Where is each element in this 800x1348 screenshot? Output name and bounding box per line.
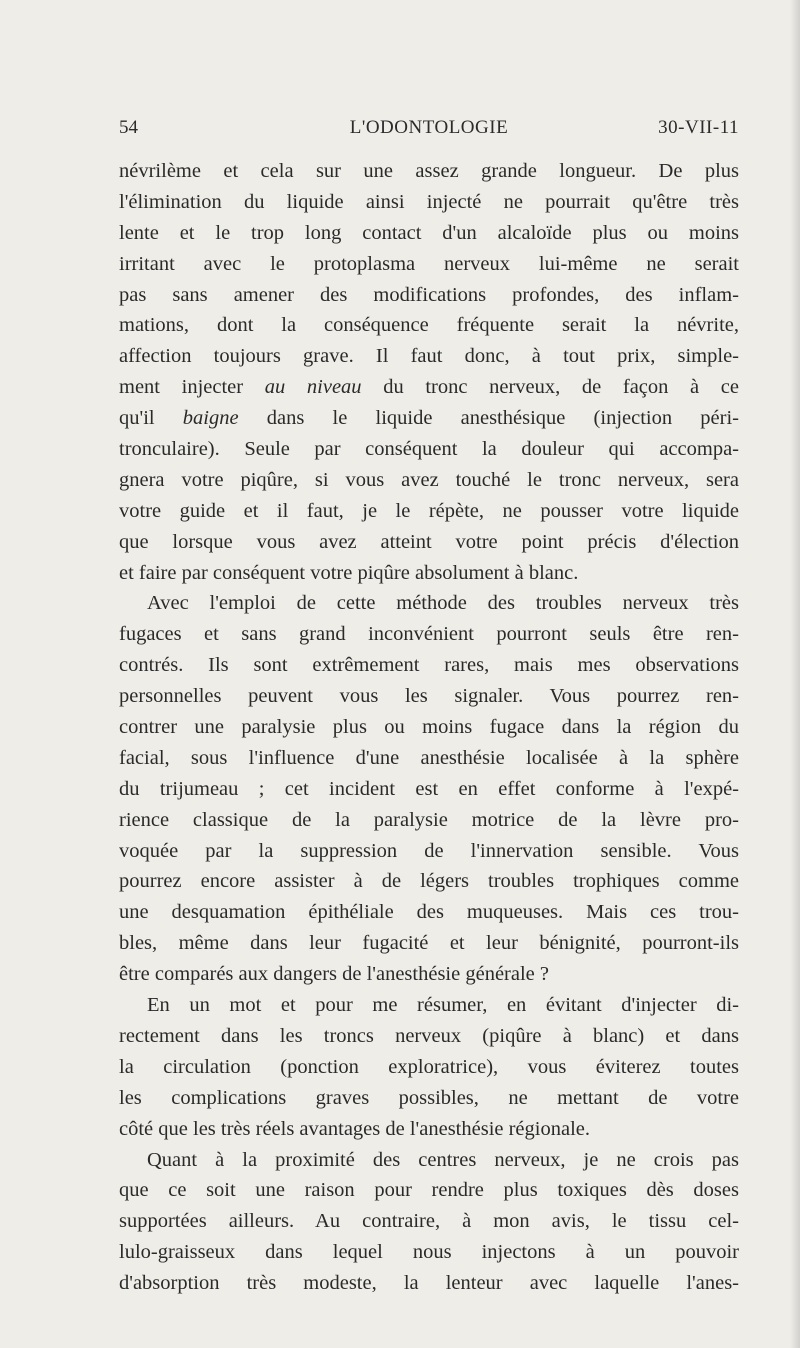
paragraph — [119, 588, 739, 990]
paragraph — [119, 990, 739, 1144]
text-line: rience classique de la paralysie motrice de la lèvre pro- — [119, 808, 739, 831]
body-text — [119, 156, 739, 1299]
text-line: Quant à la proximité des centres nerveux, je ne crois pas — [147, 1148, 739, 1171]
text-line: que ce soit une raison pour rendre plus toxiques dès doses — [119, 1179, 739, 1202]
paragraph — [119, 156, 739, 588]
text-segment: dans le liquide anesthésique (injection péri- — [238, 407, 739, 430]
issue-date: 30-VII-11 — [658, 117, 739, 138]
text-line: l'élimination du liquide ainsi injecté ne pourrait qu'être très — [119, 190, 739, 213]
text-segment: qu'il — [119, 407, 183, 430]
text-line: être comparés aux dangers de l'anesthésie générale ? — [119, 963, 549, 986]
text-line: pourrez encore assister à de légers troubles trophiques comme — [119, 870, 739, 893]
text-line: affection toujours grave. Il faut donc, à tout prix, simple- — [119, 345, 739, 368]
text-line: tronculaire). Seule par conséquent la douleur qui accompa- — [119, 438, 739, 461]
text-line: pas sans amener des modifications profondes, des inflam- — [119, 283, 739, 306]
paragraph — [119, 1145, 739, 1299]
text-line: contrés. Ils sont extrêmement rares, mais mes observations — [119, 654, 739, 677]
text-line: gnera votre piqûre, si vous avez touché le tronc nerveux, sera — [119, 468, 739, 491]
page-number: 54 — [119, 117, 138, 138]
text-line — [119, 372, 739, 403]
running-head — [119, 117, 739, 145]
text-line: supportées ailleurs. Au contraire, à mon avis, le tissu cel- — [119, 1210, 739, 1233]
text-line: fugaces et sans grand inconvénient pourront seuls être ren- — [119, 623, 739, 646]
text-line: personnelles peuvent vous les signaler. Vous pourrez ren- — [119, 685, 739, 708]
text-line: lente et le trop long contact d'un alcaloïde plus ou moins — [119, 221, 739, 244]
journal-title: L'ODONTOLOGIE — [349, 117, 509, 138]
text-line: côté que les très réels avantages de l'anesthésie régionale. — [119, 1117, 590, 1140]
text-line: Avec l'emploi de cette méthode des troubles nerveux très — [147, 592, 739, 615]
text-line: et faire par conséquent votre piqûre absolument à blanc. — [119, 561, 579, 584]
text-line: contrer une paralysie plus ou moins fugace dans la région du — [119, 716, 739, 739]
text-line: d'absorption très modeste, la lenteur avec laquelle l'anes- — [119, 1272, 739, 1295]
text-line: une desquamation épithéliale des muqueuses. Mais ces trou- — [119, 901, 739, 924]
text-line: que lorsque vous avez atteint votre point précis d'élection — [119, 530, 739, 553]
text-line: irritant avec le protoplasma nerveux lui-même ne serait — [119, 252, 739, 275]
text-line: rectement dans les troncs nerveux (piqûre à blanc) et dans — [119, 1024, 739, 1047]
text-line: du trijumeau ; cet incident est en effet conforme à l'expé- — [119, 777, 739, 800]
text-line: En un mot et pour me résumer, en évitant d'injecter di- — [147, 994, 739, 1017]
text-line: voquée par la suppression de l'innervation sensible. Vous — [119, 839, 739, 862]
text-line: mations, dont la conséquence fréquente serait la névrite, — [119, 314, 739, 337]
italic-emphasis: baigne — [182, 407, 239, 430]
text-line: votre guide et il faut, je le répète, ne pousser votre liquide — [119, 499, 739, 522]
text-segment: du tronc nerveux, de façon à ce — [361, 376, 739, 399]
text-line — [119, 403, 739, 434]
text-line: facial, sous l'influence d'une anesthésie localisée à la sphère — [119, 746, 739, 769]
page-edge-shadow — [790, 0, 800, 1348]
text-line: la circulation (ponction exploratrice), vous éviterez toutes — [119, 1055, 739, 1078]
text-line: lulo-graisseux dans lequel nous injectons à un pouvoir — [119, 1241, 739, 1264]
text-segment: ment injecter — [119, 376, 265, 399]
text-line: les complications graves possibles, ne mettant de votre — [119, 1086, 739, 1109]
text-line: bles, même dans leur fugacité et leur bénignité, pourront-ils — [119, 932, 739, 955]
italic-emphasis: au niveau — [264, 376, 362, 399]
text-line: névrilème et cela sur une assez grande longueur. De plus — [119, 160, 739, 182]
